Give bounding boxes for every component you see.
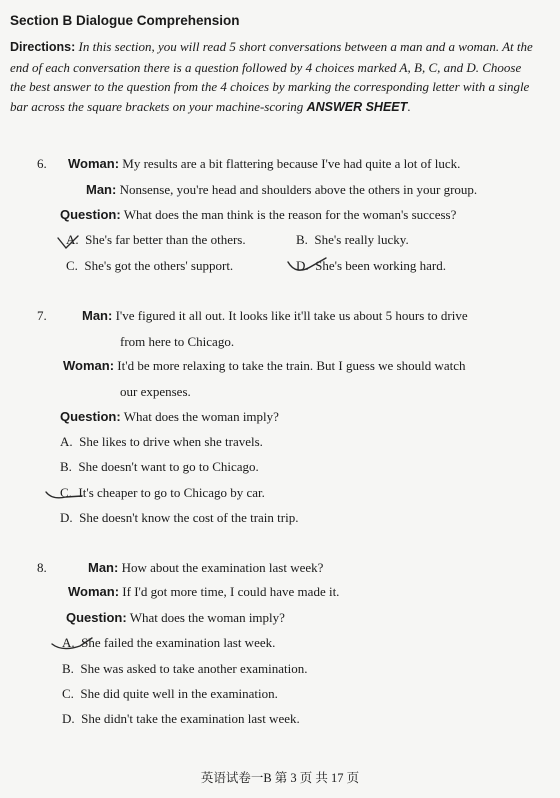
option-d[interactable]: D. She doesn't know the cost of the train trip. (60, 510, 299, 525)
option-d[interactable]: D. She didn't take the examination last week. (62, 711, 300, 726)
question-number: 7. (37, 308, 47, 323)
directions-paragraph: Directions: In this section, you will read 5 short conversations between a man and a woman. At the end of each conversation there is a question followed by 4 choices marked A, B, C, and D. Choose the best answer to the question from the 4 choices by marking the corresponding letter with a single bar across the square brackets on your machine-scoring ANSWER SHEET. (10, 39, 533, 114)
dialogue-line: Woman: It'd be more relaxing to take the train. But I guess we should watch (63, 358, 466, 373)
dialogue-continuation: from here to Chicago. (120, 334, 235, 349)
question-stem: Question: What does the man think is the reason for the woman's success? (60, 207, 457, 222)
question-number: 8. (37, 560, 47, 575)
dialogue-continuation: our expenses. (120, 384, 191, 399)
dialogue-line: Man: Nonsense, you're head and shoulders above the others in your group. (86, 182, 478, 197)
option-b[interactable]: B. She was asked to take another examination. (62, 661, 308, 676)
option-b[interactable]: B. She's really lucky. (296, 232, 409, 247)
option-c[interactable]: C. It's cheaper to go to Chicago by car. (60, 485, 265, 500)
option-c[interactable]: C. She's got the others' support. (66, 258, 234, 273)
option-a[interactable]: A. She's far better than the others. (66, 232, 246, 247)
question-stem: Question: What does the woman imply? (66, 610, 285, 625)
option-a[interactable]: A. She failed the examination last week. (62, 635, 276, 650)
dialogue-line: Woman: If I'd got more time, I could have made it. (68, 584, 340, 599)
question-stem: Question: What does the woman imply? (60, 409, 279, 424)
directions-text: In this section, you will read 5 short conversations between a man and a woman. At the end of each conversation there is a question followed by 4 choices marked A, B, C, and D. Choose the best answer to the question from the 4 choices by marking the corresponding letter with a single bar across the square brackets on your machine-scoring (10, 39, 533, 114)
section-title: Section B Dialogue Comprehension (10, 13, 240, 28)
dialogue-line: Man: How about the examination last week? (88, 560, 324, 575)
answer-sheet-label: ANSWER SHEET (306, 99, 408, 114)
question-number: 6. (37, 156, 47, 171)
directions-label: Directions: (10, 40, 76, 54)
option-d[interactable]: D. She's been working hard. (296, 258, 447, 273)
option-c[interactable]: C. She did quite well in the examination. (62, 686, 278, 701)
option-b[interactable]: B. She doesn't want to go to Chicago. (60, 459, 259, 474)
page-footer: 英语试卷一B 第 3 页 共 17 页 (200, 771, 360, 785)
dialogue-line: Man: I've figured it all out. It looks like it'll take us about 5 hours to drive (82, 308, 468, 323)
dialogue-line: Woman: My results are a bit flattering because I've had quite a lot of luck. (68, 156, 461, 171)
option-a[interactable]: A. She likes to drive when she travels. (60, 434, 263, 449)
